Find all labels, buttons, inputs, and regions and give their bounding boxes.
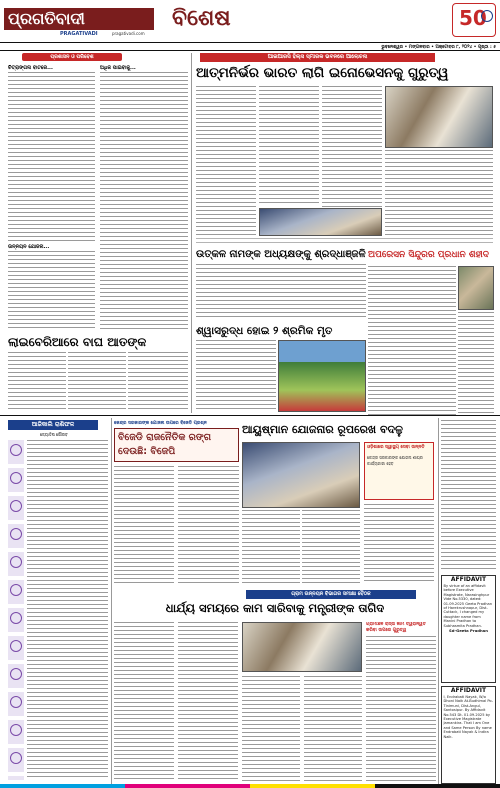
- column-divider: [191, 53, 192, 413]
- zodiac-icon-virgo: [10, 584, 22, 596]
- logo-text: ପ୍ରଗତିବାଦୀ: [8, 9, 85, 28]
- village-body-1: [114, 622, 174, 782]
- section-divider: [0, 415, 500, 416]
- anniversary-number: 50: [459, 6, 487, 30]
- masthead: [0, 0, 500, 42]
- army-body-2: [458, 312, 494, 416]
- fire-headline: ଉତ୍କଳ ନାମଙ୍କ ଅଧ୍ୟକ୍ଷଙ୍କୁ ଶ୍ରଦ୍ଧାଞ୍ଜଳି: [196, 249, 366, 260]
- lead-headline: ଆତ୍ମନିର୍ଭର ଭାରତ ଲାଗି ଇନୋଭେସନକୁ ଗୁରୁତ୍ୱ: [196, 65, 449, 81]
- lead-body-4: [385, 150, 493, 236]
- tiger-body-3: [128, 352, 188, 410]
- affidavit-2: [441, 686, 496, 784]
- affidavit-1-body: By virtue of an affidavit before Executive Magistrate, Narasinghpur Vide No.5330, dated: 01.09.2025 Geeta Pradhan of Harekrushnapur, Dist-Cuttack, I changed my daughter name from Manini Pradhan to Subhasmita Pradhan.: [443, 584, 493, 628]
- color-registration-strip: [0, 784, 500, 788]
- zodiac-icon-aquarius: [10, 724, 22, 736]
- left-body-3: [8, 251, 95, 331]
- affidavit-2-body: I, Endrabati Nayak, W/o Dhoni Naik At-Budhimal Po-Tinimuni, Dist-Angul, Santosipur. By Affidavit No.543 Dt. 01.09.2025 by Executive Magistrate Jamankira. That I am One and Same Person By name Endrabati Nayak & Indira Naik.: [443, 695, 493, 739]
- zodiac-icon-libra: [10, 612, 22, 624]
- dateline: [0, 42, 500, 51]
- left-kicker-text: ପ୍ରଶାସନ ଓ ପରିବେଶ: [50, 54, 94, 60]
- zodiac-icon-capricorn: [10, 696, 22, 708]
- zodiac-icon-gemini: [10, 500, 22, 512]
- bjd-body-2: [178, 466, 239, 584]
- zodiac-icon-cancer: [10, 528, 22, 540]
- tiger-headline: ଲାଇବେରିଆରେ ବାଘ ଆତଙ୍କ: [8, 335, 147, 349]
- zodiac-icon-taurus: [10, 472, 22, 484]
- lead-body-1: [196, 86, 256, 236]
- ayushman-body-3: [364, 504, 434, 584]
- horoscope-byline: ଜ୍ୟୋତିଷ ଗୌରବ: [40, 432, 68, 437]
- logo-subtitle: PRAGATIVADI: [60, 31, 98, 37]
- bjd-headline-box: [114, 428, 239, 462]
- army-headline: ଅପରେସନ ସିନ୍ଦୁରର ପ୍ରଧାନ ଶହୀଦ: [368, 250, 489, 260]
- village-photo: [242, 622, 362, 672]
- left-subhead-1: ଚିତ୍ରାଙ୍ଗନା ବାଟରେ...: [8, 65, 53, 71]
- left-subhead-2: ଅଧିକ ପାଇବାକୁ...: [100, 65, 136, 71]
- ayushman-quote-box: [364, 442, 434, 500]
- left-body-2: [100, 72, 188, 330]
- affidavit-1: [441, 575, 496, 683]
- village-kicker: ଗ୍ରାମ ଉନ୍ନୟନ ବିଭାଗର ସମୀକ୍ଷା ବୈଠକ: [291, 591, 371, 597]
- site-url: pragativadi.com: [112, 31, 145, 36]
- bottom-divider-1: [111, 418, 112, 784]
- anniversary-badge: [452, 3, 496, 37]
- lead-kicker-text: ଆଇଆରସି ହିଲ୍ସ ସ୍ମାରକ ଭବନରେ ଆଲୋଚନା: [267, 54, 368, 60]
- army-body: [368, 266, 456, 416]
- ayushman-body-2: [302, 510, 360, 584]
- zodiac-icon-sagittarius: [10, 668, 22, 680]
- zodiac-icon-pisces: [10, 752, 22, 764]
- village-subhead: ଗ୍ରାମାଞ୍ଚଳ ରାସ୍ତା କାମ ତ୍ୱରାନ୍ୱିତ କରିବା ଉପରେ ଗୁରୁତ୍ୱ: [366, 622, 426, 633]
- affidavit-1-title: AFFIDAVIT: [450, 576, 487, 583]
- army-portrait: [458, 266, 494, 310]
- bottom-divider-2: [438, 418, 439, 784]
- zodiac-icon-aries: [10, 444, 22, 456]
- horoscope-list: [8, 440, 108, 780]
- left-subhead-3: ଉନ୍ନୟନ ଯୋଜନା...: [8, 244, 50, 250]
- quote-label: ଓଡ଼ିଶାରେ ସ୍ୱାସ୍ଥ୍ୟ ସେବା ଉନ୍ନତି: [367, 445, 425, 450]
- village-kicker-box: [246, 590, 416, 599]
- lead-kicker: [200, 53, 435, 62]
- left-body-1: [8, 72, 95, 242]
- zodiac-icon-scorpio: [10, 640, 22, 652]
- left-kicker: [22, 53, 122, 61]
- ayushman-body-1: [242, 510, 300, 584]
- ayushman-headline: ଆୟୁଷ୍ମାନ ଯୋଜନାର ରୂପରେଖ ବଦଳୁ: [242, 423, 403, 436]
- horoscope-title: ଆଜିକାଲି ରାଶିଫଳ: [31, 421, 75, 428]
- fire-body: [196, 264, 366, 320]
- affidavit-1-sign: Sd-Geeta Pradhan: [449, 628, 488, 634]
- village-body-2: [178, 622, 238, 782]
- labour-photo: [278, 340, 366, 412]
- anniversary-emblem-icon: [481, 10, 493, 22]
- bjd-kicker: କେନ୍ଦ୍ର ସରକାରଙ୍କ ଯୋଜନା ଉପରେ ବିଜେଡି ପ୍ରଶ୍ନ: [114, 421, 207, 426]
- village-headline: ଧାର୍ଯ୍ୟ ସମୟରେ କାମ ସାରିବାକୁ ମନ୍ତ୍ରୀଙ୍କ ତାଗିଦ: [165, 601, 385, 615]
- lead-photo-2: [259, 208, 382, 236]
- quote-text: କେନ୍ଦ୍ର ସରକାରଙ୍କ ଯୋଜନା ଶୀଘ୍ର କାର୍ଯ୍ୟକାରୀ ହେବ: [367, 455, 423, 466]
- village-body-4: [304, 676, 362, 782]
- bjd-headline: ବିଜେଡି ରାଜନୈତିକ ରଙ୍ଗ ଦେଉଛି: ବିଜେପି: [118, 432, 212, 457]
- section-title: ବିଶେଷ: [172, 5, 231, 31]
- right-col-body: [441, 420, 496, 572]
- ayushman-photo: [242, 442, 360, 508]
- army-headline-box: [368, 248, 496, 262]
- affidavit-2-title: AFFIDAVIT: [450, 687, 487, 694]
- labour-body: [196, 340, 276, 412]
- bjd-body-1: [114, 466, 174, 584]
- village-body-5: [366, 636, 436, 782]
- village-body-3: [242, 676, 300, 782]
- zodiac-icon-leo: [10, 556, 22, 568]
- dateline-text: ଭୁବନେଶ୍ୱର • ମଙ୍ଗଳବାର • ଅକ୍ଟୋବର ୮, ୨୦୨୪ • ପୃଷ୍ଠା : ୫: [381, 45, 496, 50]
- lead-body-5: [196, 238, 493, 246]
- labour-headline: ଶ୍ୱାସରୁଦ୍ଧ ହୋଇ ୨ ଶ୍ରମିକ ମୃତ: [196, 325, 333, 337]
- lead-photo: [385, 86, 493, 148]
- tiger-body-1: [8, 352, 66, 410]
- lead-body-2: [259, 86, 319, 206]
- horoscope-header: [8, 420, 98, 430]
- tiger-body-2: [68, 352, 126, 410]
